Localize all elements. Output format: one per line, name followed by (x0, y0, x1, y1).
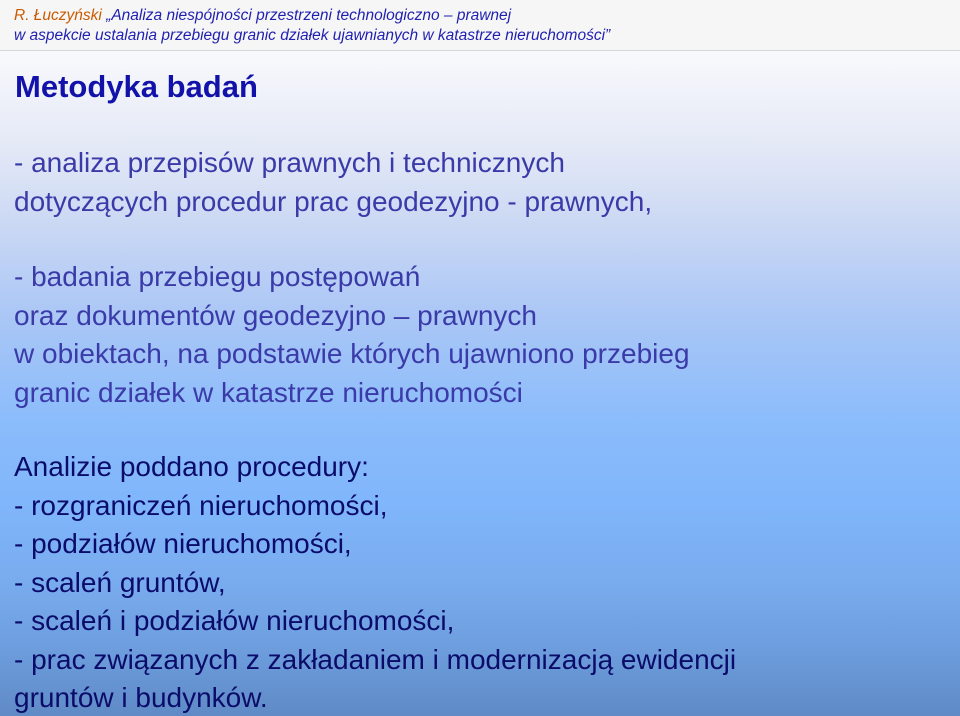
text-line: - badania przebiegu postępowań (14, 261, 421, 292)
text-line: Analizie poddano procedury: (14, 451, 369, 482)
text-line: - analiza przepisów prawnych i technicznych (14, 147, 565, 178)
list-item: - podziałów nieruchomości, (14, 528, 352, 559)
text-line: dotyczących procedur prac geodezyjno - prawnych, (14, 185, 653, 217)
paragraph-procedures (14, 448, 736, 716)
list-item: - scaleń i podziałów nieruchomości, (14, 605, 455, 636)
header-line-author-title (14, 7, 511, 25)
paragraph-research (14, 258, 690, 412)
header-title-part1: „Analiza niespójności przestrzeni technologiczno – prawnej (106, 7, 512, 24)
text-line: granic działek w katastrze nieruchomości (14, 376, 523, 408)
text-line: w obiektach, na podstawie których ujawniono przebieg (14, 338, 690, 369)
header-title-part2: w aspekcie ustalania przebiegu granic działek ujawnianych w katastrze nieruchomości” (14, 27, 611, 44)
paragraph-analysis (14, 144, 652, 221)
slide-header (0, 0, 960, 51)
slide-title: Metodyka badań (15, 69, 258, 104)
list-item: - rozgraniczeń nieruchomości, (14, 489, 388, 521)
header-author: R. Łuczyński (14, 7, 107, 24)
list-item: gruntów i budynków. (14, 682, 268, 713)
list-item: - scaleń gruntów, (14, 566, 226, 598)
list-item: - prac związanych z zakładaniem i modernizacją ewidencji (14, 643, 737, 675)
text-line: oraz dokumentów geodezyjno – prawnych (14, 299, 537, 331)
